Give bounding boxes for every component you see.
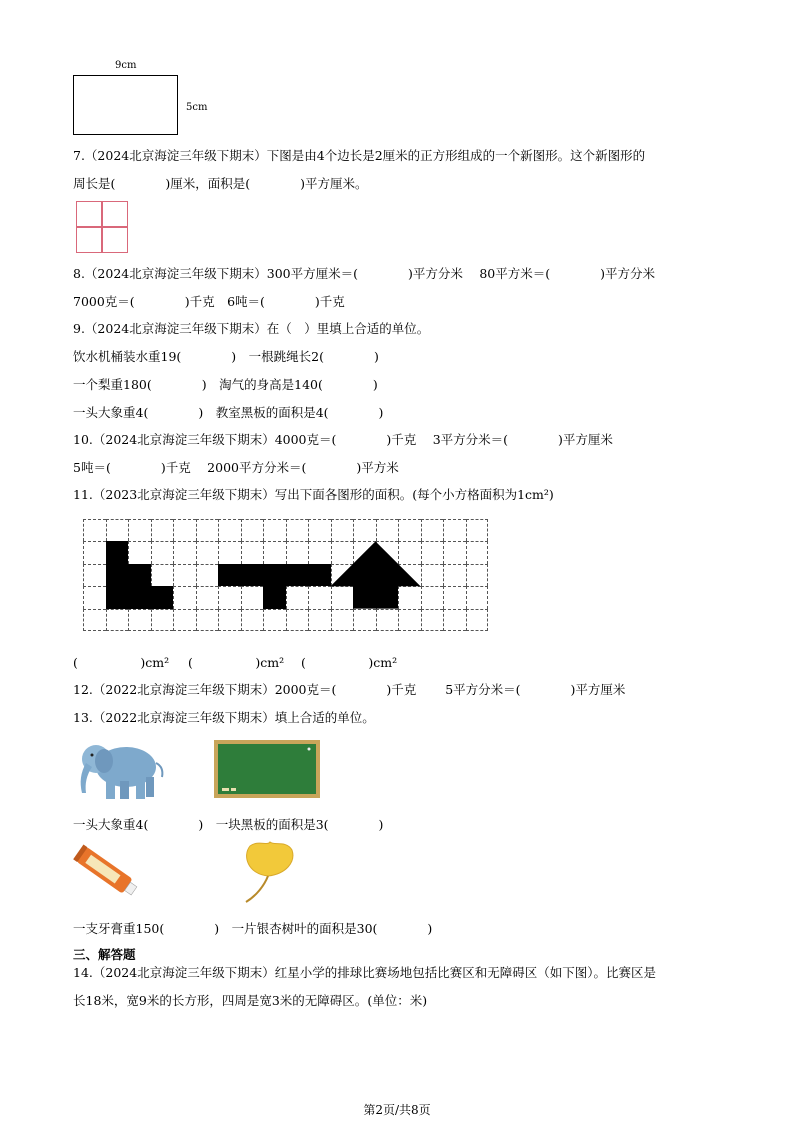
q7-line1: 7.（2024北京海淀三年级下期末）下图是由4个边长是2厘米的正方形组成的一个新图形。这个新图形的 [73, 148, 646, 163]
rectangle-figure [73, 75, 178, 135]
q12-line1: 12.（2022北京海淀三年级下期末）2000克＝( )千克 5平方分米＝( )平方厘米 [73, 682, 626, 697]
section-title: 三、解答题 [73, 947, 136, 962]
ginkgo-leaf-icon [238, 838, 298, 908]
q9-line3: 一个梨重180( ) 淘气的身高是140( ) [73, 377, 378, 392]
q13-line3: 一支牙膏重150( ) 一片银杏树叶的面积是30( ) [73, 921, 433, 936]
q8-line1: 8.（2024北京海淀三年级下期末）300平方厘米＝( )平方分米 80平方米＝( )平方分米 [73, 266, 655, 281]
q10-line2: 5吨＝( )千克 2000平方分米＝( )平方米 [73, 460, 399, 475]
page-number: 第2页/共8页 [363, 1103, 431, 1117]
q8-line2: 7000克＝( )千克 6吨＝( )千克 [73, 294, 345, 309]
q11-answer-1: ( )cm² [73, 655, 170, 670]
q13-line2: 一头大象重4( ) 一块黑板的面积是3( ) [73, 817, 384, 832]
blackboard-icon [214, 740, 320, 798]
rect-height-label: 5cm [186, 102, 208, 113]
q10-line1: 10.（2024北京海淀三年级下期末）4000克＝( )千克 3平方分米＝( )平方厘米 [73, 432, 613, 447]
rect-width-label: 9cm [115, 60, 137, 71]
q7-line2: 周长是( )厘米，面积是( )平方厘米。 [73, 176, 368, 191]
q14-line2: 长18米，宽9米的长方形，四周是宽3米的无障碍区。(单位：米) [73, 993, 428, 1008]
q11-line1: 11.（2023北京海淀三年级下期末）写出下面各图形的面积。(每个小方格面积为1cm²) [73, 487, 554, 502]
q13-line1: 13.（2022北京海淀三年级下期末）填上合适的单位。 [73, 710, 375, 725]
arrow-shape [83, 519, 488, 631]
q9-line2: 饮水机桶装水重19( ) 一根跳绳长2( ) [73, 349, 379, 364]
q14-line1: 14.（2024北京海淀三年级下期末）红星小学的排球比赛场地包括比赛区和无障碍区（如下图）。比赛区是 [73, 965, 656, 980]
q11-answer-3: ( )cm² [301, 655, 398, 670]
q9-line4: 一头大象重4( ) 教室黑板的面积是4( ) [73, 405, 384, 420]
toothpaste-icon [70, 843, 144, 901]
four-squares-figure [76, 201, 128, 253]
q11-answer-2: ( )cm² [188, 655, 285, 670]
elephant-icon [70, 737, 166, 801]
q9-line1: 9.（2024北京海淀三年级下期末）在（ ）里填上合适的单位。 [73, 321, 430, 336]
dotted-grid-figure [83, 519, 488, 631]
